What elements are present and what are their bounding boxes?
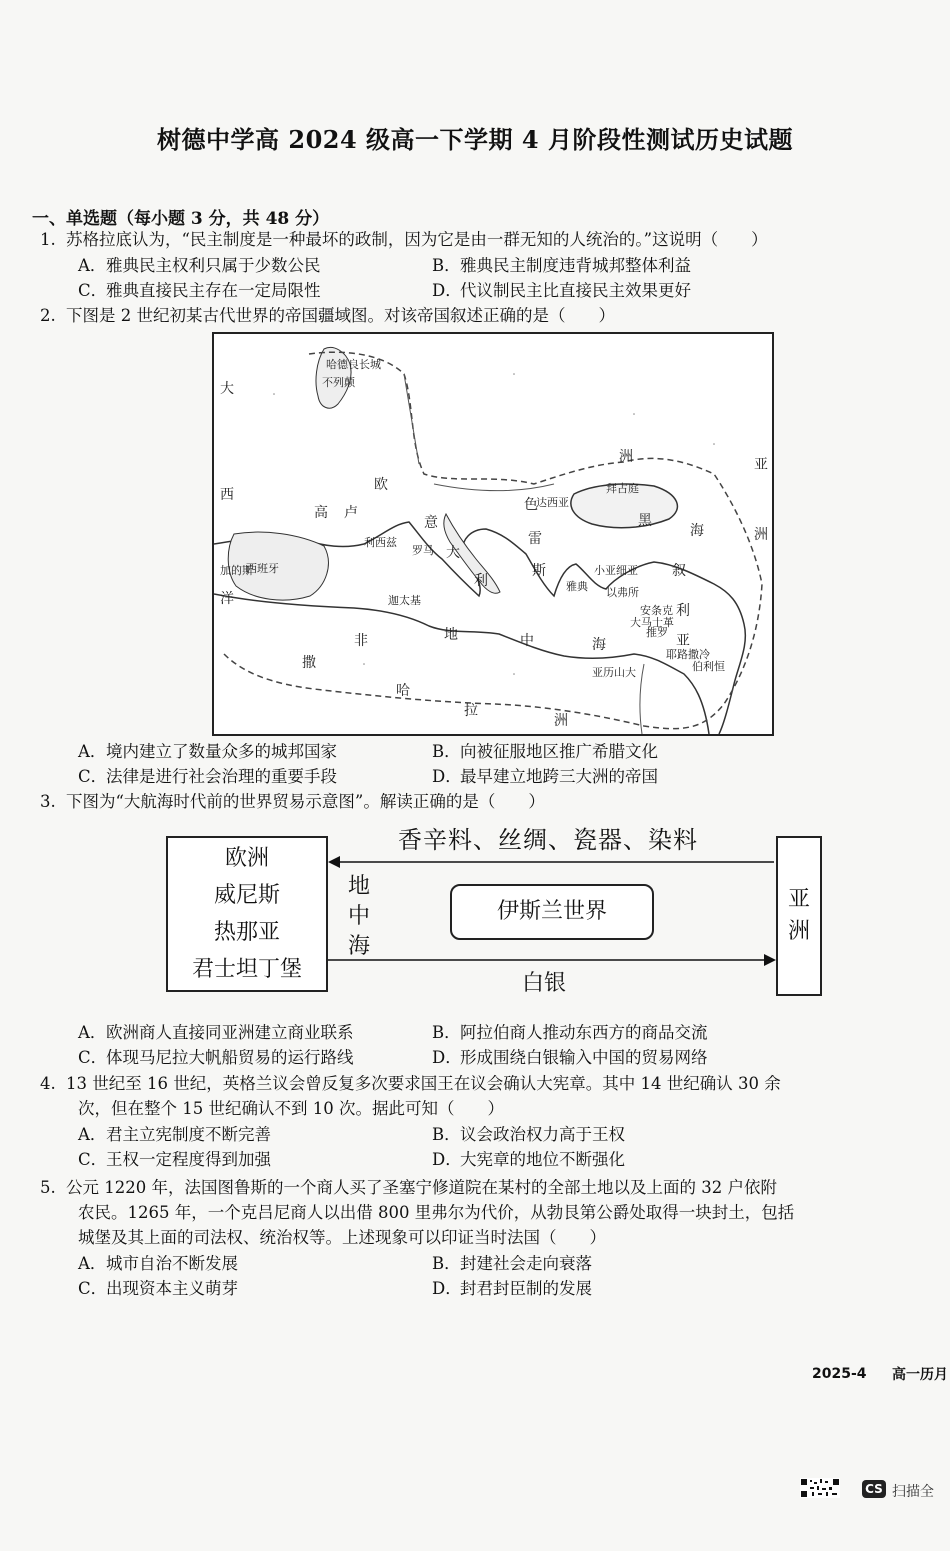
map-char: 洲 [619,449,633,465]
map-place: 达西亚 [536,496,569,509]
question-3 [40,790,545,814]
question-stem: 下图为“大航海时代前的世界贸易示意图”。解读正确的是（ ） [66,792,545,811]
option-d: D．封君封臣制的发展 [432,1279,592,1298]
map-place: 亚历山大 [592,666,636,679]
option-d: D．代议制民主比直接民主效果更好 [432,281,691,300]
map-char: 撒 [302,655,316,671]
map-place: 安条克 [640,604,673,617]
option-c: C．体现马尼拉大帆船贸易的运行路线 [78,1048,354,1067]
option-a: A．君主立宪制度不断完善 [78,1125,271,1144]
option-b: B．向被征服地区推广希腊文化 [432,742,658,761]
map-char: 色 [524,497,538,513]
goods-label: 香辛料、丝绸、瓷器、染料 [398,826,698,854]
option-d: D．形成围绕白银输入中国的贸易网络 [432,1048,708,1067]
europe-line: 热那亚 [213,920,280,945]
europe-line: 君士坦丁堡 [191,957,302,982]
map-place: 西班牙 [246,562,279,575]
asia-box: 亚 洲 [776,836,822,996]
option-d: D．大宪章的地位不断强化 [432,1150,625,1169]
map-place: 以弗所 [606,586,639,599]
europe-line: 威尼斯 [213,883,280,908]
map-label-hadrian-wall: 哈德良长城 [326,358,381,371]
map-place: 雅典 [566,580,588,593]
map-char: 意 [424,515,438,531]
option-a: A．境内建立了数量众多的城邦国家 [78,742,337,761]
question-number: 1. [40,230,56,249]
map-char: 非 [354,633,368,649]
camscanner-logo: CS [862,1480,886,1498]
map-char: 海 [690,523,704,539]
map-char: 雷 [528,531,542,547]
question-number: 2. [40,306,56,325]
map-char: 黑 [638,513,652,529]
map-label-britain: 不列颠 [322,376,355,389]
option-b: B．雅典民主制度违背城邦整体利益 [432,256,691,275]
map-char: 西 [220,487,234,503]
map-char: 洲 [554,713,568,729]
map-char: 斯 [532,563,546,579]
map-char: 利 [676,603,690,619]
islamic-world-box: 伊斯兰世界 [450,884,654,940]
option-b: B．议会政治权力高于王权 [432,1125,625,1144]
camscanner-text: 扫描全 [892,1484,934,1500]
map-char: 洋 [220,591,234,607]
map-drawing [214,334,772,734]
option-a: A．雅典民主权利只属于少数公民 [78,256,321,275]
page-title: 树德中学高 2024 级高一下学期 4 月阶段性测试历史试题 [157,125,793,154]
question-number: 3. [40,792,56,811]
option-c: C．王权一定程度得到加强 [78,1150,271,1169]
map-char: 中 [520,633,534,649]
map-char: 亚 [754,457,768,473]
option-a: A．欧洲商人直接同亚洲建立商业联系 [78,1023,354,1042]
question-4-cont: 次，但在整个 15 世纪确认不到 10 次。据此可知（ ） [78,1099,504,1118]
question-2 [40,304,615,328]
map-place: 罗马 [412,544,434,557]
question-5-cont: 城堡及其上面的司法权、统治权等。上述现象可以印证当时法国（ ） [78,1228,606,1247]
map-char: 卢 [344,505,358,521]
europe-box [166,836,328,992]
question-stem: 苏格拉底认为，“民主制度是一种最坏的政制，因为它是由一群无知的人统治的。”这说明（ ） [66,230,768,249]
qr-code-icon [800,1478,840,1498]
question-stem: 公元 1220 年，法国图鲁斯的一个商人买了圣塞宁修道院在某村的全部土地以及上面的 32 户依附 [66,1178,777,1197]
map-char: 大 [220,381,234,397]
section-heading: 一、单选题（每小题 3 分，共 48 分） [32,209,330,229]
question-number: 4. [40,1074,56,1093]
option-d: D．最早建立地跨三大洲的帝国 [432,767,658,786]
map-place: 耶路撒冷 [666,648,710,661]
option-b: B．阿拉伯商人推动东西方的商品交流 [432,1023,708,1042]
question-4 [40,1072,781,1096]
footer-course: 高一历月 [892,1367,948,1383]
mediterranean-label: 地 中 海 [348,874,371,959]
question-stem: 下图是 2 世纪初某古代世界的帝国疆域图。对该帝国叙述正确的是（ ） [66,306,615,325]
roman-empire-map [212,332,774,736]
option-c: C．雅典直接民主存在一定局限性 [78,281,321,300]
map-char: 拉 [464,703,478,719]
question-1 [40,228,768,252]
option-c: C．法律是进行社会治理的重要手段 [78,767,337,786]
map-char: 叙 [672,563,686,579]
map-char: 大 [446,545,460,561]
map-place: 迦太基 [388,594,421,607]
silver-label: 白银 [522,971,567,996]
map-char: 欧 [374,477,388,493]
map-char: 哈 [396,683,410,699]
map-place: 伯利恒 [692,660,725,673]
map-place: 推罗 [646,626,668,639]
option-b: B．封建社会走向衰落 [432,1254,592,1273]
trade-diagram [160,818,830,1018]
map-place: 利西兹 [364,536,397,549]
question-5 [40,1176,777,1200]
question-stem: 13 世纪至 16 世纪，英格兰议会曾反复多次要求国王在议会确认大宪章。其中 14 世纪确认 30 余 [66,1074,781,1093]
map-char: 亚 [676,633,690,649]
map-place: 大马士革 [630,616,674,629]
map-char: 海 [592,637,606,653]
map-label-asia-minor: 小亚细亚 [594,564,638,577]
map-char: 利 [474,573,488,589]
footer-date: 2025-4 [812,1366,867,1382]
europe-line: 欧洲 [224,846,269,871]
map-char: 地 [444,627,458,643]
map-place: 加的斯 [220,564,253,577]
option-a: A．城市自治不断发展 [78,1254,238,1273]
map-char: 洲 [754,527,768,543]
map-place: 拜占庭 [606,482,639,495]
question-number: 5. [40,1178,56,1197]
map-char: 高 [314,505,328,521]
question-5-cont: 农民。1265 年，一个克吕尼商人以出借 800 里弗尔为代价，从勃艮第公爵处取得一块封土，包括 [78,1203,795,1222]
option-c: C．出现资本主义萌芽 [78,1279,238,1298]
